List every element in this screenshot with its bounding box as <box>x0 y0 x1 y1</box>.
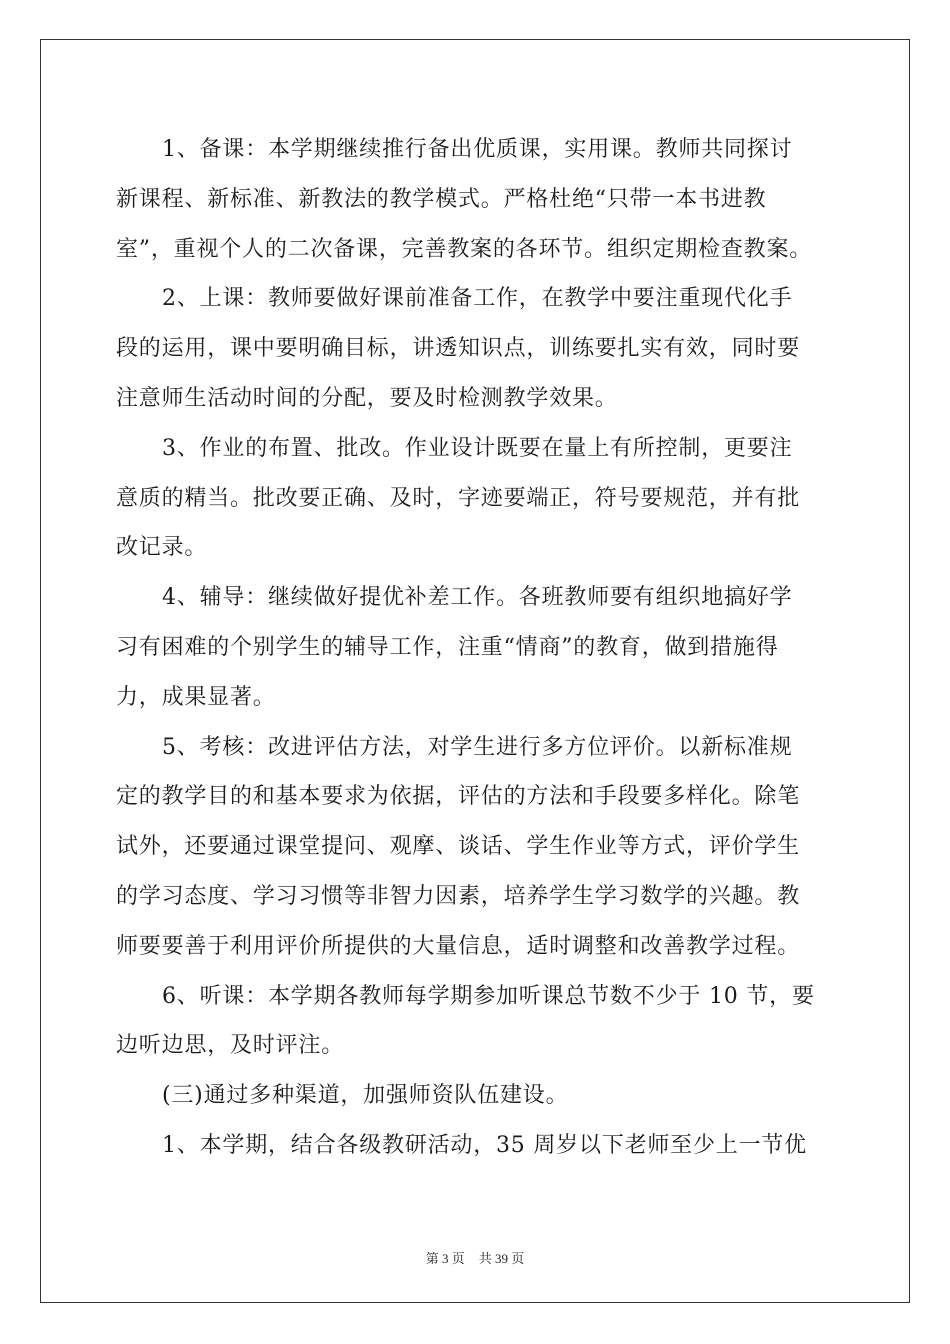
text-line: 室”，重视个人的二次备课，完善教案的各环节。组织定期检查教案。 <box>116 236 813 262</box>
text-line: 1、备课：本学期继续推行备出优质课，实用课。教师共同探讨 <box>162 137 793 162</box>
text-line: 1、本学期，结合各级教研活动，35 周岁以下老师至少上一节优 <box>162 1132 807 1158</box>
text-line: (三)通过多种渠道，加强师资队伍建设。 <box>162 1083 569 1109</box>
page-number-current: 第 3 页 <box>425 1251 465 1266</box>
text-line: 新课程、新标准、新教法的教学模式。严格杜绝“只带一本书进教 <box>116 186 767 212</box>
text-line: 的学习态度、学习习惯等非智力因素，培养学生学习数学的兴趣。教 <box>116 883 801 909</box>
text-line: 4、辅导：继续做好提优补差工作。各班教师要有组织地搞好学 <box>162 585 793 611</box>
document-body <box>116 125 836 1171</box>
text-line: 2、上课：教师要做好课前准备工作，在教学中要注重现代化手 <box>162 286 793 312</box>
text-line: 5、考核：改进评估方法，对学生进行多方位评价。以新标准规 <box>162 734 793 760</box>
text-line: 习有困难的个别学生的辅导工作，注重“情商”的教育，做到措施得 <box>116 634 779 660</box>
text-line: 注意师生活动时间的分配，要及时检测教学效果。 <box>116 385 618 411</box>
text-line: 改记录。 <box>116 535 208 561</box>
text-line: 意质的精当。批改要正确、及时，字迹要端正，符号要规范，并有批 <box>116 485 801 511</box>
page-number-total: 共 39 页 <box>478 1251 525 1266</box>
text-line: 6、听课：本学期各教师每学期参加听课总节数不少于 10 节，要 <box>162 983 815 1009</box>
text-line: 定的教学目的和基本要求为依据，评估的方法和手段要多样化。除笔 <box>116 784 801 810</box>
text-line: 3、作业的布置、批改。作业设计既要在量上有所控制，更要注 <box>162 435 793 461</box>
text-line: 试外，还要通过课堂提问、观摩、谈话、学生作业等方式，评价学生 <box>116 834 801 860</box>
page-footer <box>0 1248 950 1267</box>
text-line: 力，成果显著。 <box>116 684 276 710</box>
text-line: 边听边思，及时评注。 <box>116 1033 345 1059</box>
text-line: 师要要善于利用评价所提供的大量信息，适时调整和改善教学过程。 <box>116 933 801 959</box>
text-line: 段的运用，课中要明确目标，讲透知识点，训练要扎实有效，同时要 <box>116 336 801 362</box>
